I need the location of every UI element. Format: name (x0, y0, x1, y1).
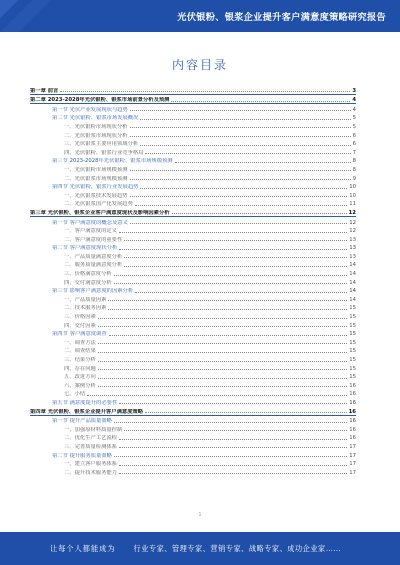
toc-leader-dots (135, 292, 347, 293)
toc-leader-dots (108, 300, 347, 301)
toc-entry-page: 16 (349, 418, 356, 425)
toc-entry[interactable] (30, 467, 356, 476)
toc-leader-dots (98, 386, 347, 387)
toc-entry[interactable] (30, 380, 356, 389)
toc-entry[interactable] (30, 251, 356, 260)
toc-leader-dots (98, 378, 347, 379)
toc-entry[interactable] (30, 234, 356, 243)
toc-entry-label: 五、改进方向 (64, 374, 96, 381)
toc-entry-label: 第四节 客户满意度调查 (52, 331, 107, 338)
toc-leader-dots (124, 430, 347, 431)
toc-leader-dots (98, 352, 347, 353)
toc-entry-label: 一、加强原材料质量控制 (64, 426, 123, 433)
toc-entry-page: 7 (352, 149, 356, 156)
toc-entry-label: 四、交付满意度分析 (64, 279, 112, 286)
toc-entry[interactable] (30, 130, 356, 139)
toc-entry[interactable] (30, 329, 356, 338)
toc-leader-dots (108, 309, 347, 310)
toc-entry-page: 16 (349, 399, 356, 406)
banner-decoration (0, 0, 60, 32)
toc-entry-page: 15 (349, 365, 356, 372)
toc-entry-page: 12 (349, 228, 356, 235)
toc-entry-label: 一、调查方法 (64, 339, 96, 346)
toc-entry-page: 15 (349, 357, 356, 363)
toc-entry-page: 17 (349, 443, 356, 450)
toc-leader-dots (124, 240, 347, 241)
toc-leader-dots (130, 223, 347, 224)
toc-leader-dots (114, 275, 348, 276)
toc-entry[interactable] (30, 243, 356, 252)
toc-entry-label: 七、小结 (64, 391, 86, 398)
toc-entry[interactable] (30, 311, 356, 320)
toc-leader-dots (119, 403, 347, 404)
toc-entry[interactable] (30, 363, 356, 372)
toc-entry-label: 四、交付因素 (64, 322, 96, 329)
toc-leader-dots (98, 318, 347, 319)
toc-entry-page: 15 (349, 348, 356, 355)
toc-entry[interactable] (30, 147, 356, 156)
toc-leader-dots (172, 213, 347, 214)
toc-entry[interactable] (30, 424, 356, 433)
toc-entry-page: 13 (349, 236, 356, 243)
toc-entry-label: 第二节 光伏银粉、银浆市场发展概况 (52, 115, 139, 122)
toc-entry-page: 3 (352, 87, 356, 94)
toc-leader-dots (98, 343, 347, 344)
toc-entry-label: 一、客户满意度的定义 (64, 228, 117, 235)
toc-entry-label: 一、产品质量满意度分析 (64, 253, 123, 260)
toc-entry-label: 一、光伏银粉市场规模预测 (64, 166, 128, 173)
toc-entry[interactable] (30, 85, 356, 95)
toc-leader-dots (140, 188, 347, 189)
toc-leader-dots (140, 119, 350, 120)
toc-entry-label: 二、光伏银浆市场规模预测 (64, 175, 128, 182)
toc-entry-label: 三、价格满意度分析 (64, 271, 112, 278)
toc-entry-page: 10 (349, 184, 356, 191)
toc-entry[interactable] (30, 337, 356, 346)
toc-entry-label: 一、产品质量因素 (64, 296, 107, 303)
toc-entry[interactable] (30, 397, 356, 406)
toc-entry[interactable] (30, 286, 356, 295)
toc-leader-dots (171, 101, 350, 102)
toc-entry-label: 第二章 2023-2028年光伏银粉、银浆市场前景分析及预测 (30, 97, 170, 104)
toc-entry-page: 15 (349, 339, 356, 346)
toc-entry-page: 4 (352, 106, 356, 113)
footer-brand: 让每个人都能成为 (50, 543, 116, 553)
toc-entry-page: 14 (349, 279, 356, 286)
toc-entry-page: 5 (352, 115, 356, 122)
toc-leader-dots (145, 412, 347, 413)
toc-entry[interactable] (30, 277, 356, 286)
toc-entry-page: 16 (349, 382, 356, 389)
toc-entry-label: 第二节 提升服务质量策略 (52, 452, 112, 459)
toc-entry-label: 四、存在问题 (64, 365, 96, 372)
toc-entry-page: 15 (349, 374, 356, 381)
page-number: 1 (198, 512, 202, 518)
toc-entry-label: 三、完善质量检测体系 (64, 443, 117, 450)
toc-leader-dots (98, 326, 347, 327)
toc-entry-page: 15 (349, 331, 356, 338)
toc-entry-page: 14 (349, 296, 356, 303)
toc-leader-dots (114, 456, 347, 457)
toc-entry[interactable] (30, 217, 356, 226)
toc-entry-page: 15 (349, 314, 356, 321)
toc-entry-page: 16 (349, 435, 356, 442)
toc-entry-page: 10 (349, 192, 356, 199)
toc-entry[interactable] (30, 433, 356, 442)
toc-entry-label: 一、光伏银粉市场现状分析 (64, 123, 128, 130)
toc-entry-page: 14 (349, 271, 356, 278)
toc-leader-dots (130, 127, 351, 128)
toc-entry-label: 第四章 光伏银粉、银浆企业提升客户满意度策略 (30, 408, 144, 415)
toc-entry-label: 二、优化生产工艺流程 (64, 435, 117, 442)
toc-leader-dots (114, 283, 348, 284)
toc-leader-dots (119, 473, 347, 474)
toc-leader-dots (130, 110, 351, 111)
toc-entry[interactable] (30, 121, 356, 130)
toc-entry-label: 三、结果分析 (64, 357, 96, 363)
toc-entry-label: 第四节 光伏银粉、银浆行业发展趋势 (52, 184, 139, 191)
toc-entry-page: 11 (349, 201, 356, 208)
toc-entry-label: 二、提升技术服务能力 (64, 469, 117, 476)
toc-entry-label: 第三章 光伏银粉、银浆企业客户满意度现状及影响因素分析 (30, 209, 170, 216)
toc-entry-page: 8 (352, 158, 356, 165)
toc-entry[interactable] (30, 260, 356, 269)
toc-leader-dots (175, 162, 351, 163)
toc-leader-dots (98, 369, 347, 370)
toc-entry[interactable] (30, 164, 356, 173)
toc-leader-dots (145, 153, 350, 154)
toc-entry-page: 16 (348, 408, 356, 415)
toc-entry-label: 第一章 前言 (30, 87, 59, 94)
toc-entry-label: 四、光伏银粉、银浆行业竞争格局 (64, 149, 144, 156)
toc-entry-page: 16 (349, 426, 356, 433)
report-title: 光伏银粉、银浆企业提升客户满意度策略研究报告 (177, 12, 386, 23)
toc-entry[interactable] (30, 182, 356, 191)
toc-entry-label: 第三节 2023-2028年光伏银粉、银浆市场规模预测 (52, 158, 173, 165)
toc-entry-page: 6 (352, 141, 356, 148)
toc-entry-page: 8 (352, 166, 356, 173)
toc-entry-page: 17 (349, 461, 356, 468)
toc-entry[interactable] (30, 113, 356, 122)
toc-entry[interactable] (30, 95, 356, 105)
toc-leader-dots (119, 439, 347, 440)
toc-entry-page: 15 (349, 322, 356, 329)
toc-entry-label: 第一节 提升产品质量策略 (52, 418, 112, 425)
toc-leader-dots (60, 91, 350, 92)
toc-entry-label: 二、技术服务因素 (64, 305, 107, 312)
toc-entry-label: 二、光伏银浆市场现状分析 (64, 132, 128, 139)
toc-entry[interactable] (30, 389, 356, 398)
toc-entry[interactable] (30, 354, 356, 363)
toc-entry-label: 第一节 光伏产业发展现状与趋势 (52, 106, 128, 113)
toc-entry-label: 二、服务质量满意度分析 (64, 262, 123, 269)
toc-leader-dots (98, 361, 347, 362)
toc-entry[interactable] (30, 416, 356, 425)
toc-entry[interactable] (30, 139, 356, 148)
toc-entry-label: 第三节 影响客户满意度的因素分析 (52, 288, 134, 295)
toc-leader-dots (87, 395, 347, 396)
table-of-contents (30, 85, 356, 476)
toc-entry-page: 16 (349, 391, 356, 398)
toc-entry-page: 13 (349, 245, 356, 252)
toc-leader-dots (130, 196, 348, 197)
toc-entry-page: 4 (352, 97, 356, 104)
toc-entry-label: 第二节 客户满意度现状分析 (52, 245, 118, 252)
toc-entry[interactable] (30, 406, 356, 416)
toc-title: 内容目录 (171, 58, 228, 72)
toc-leader-dots (109, 335, 348, 336)
toc-leader-dots (130, 179, 351, 180)
toc-entry[interactable] (30, 226, 356, 235)
toc-entry-label: 第一节 客户满意度的概念及意义 (52, 219, 128, 226)
toc-entry[interactable] (30, 104, 356, 113)
toc-leader-dots (135, 205, 347, 206)
top-banner (0, 0, 400, 32)
toc-entry[interactable] (30, 320, 356, 329)
toc-entry[interactable] (30, 173, 356, 182)
toc-entry[interactable] (30, 294, 356, 303)
toc-entry-page: 17 (349, 469, 356, 476)
toc-entry-page: 17 (349, 452, 356, 459)
toc-leader-dots (130, 170, 351, 171)
toc-entry-page: 15 (349, 305, 356, 312)
toc-entry-label: 一、建立客户服务体系 (64, 461, 117, 468)
toc-entry[interactable] (30, 346, 356, 355)
toc-leader-dots (124, 266, 347, 267)
toc-entry[interactable] (30, 441, 356, 450)
toc-entry-page: 5 (352, 123, 356, 130)
toc-entry-page: 14 (349, 262, 356, 269)
toc-entry-label: 三、价格因素 (64, 314, 96, 321)
toc-entry[interactable] (30, 372, 356, 381)
footer-roles: 行业专家、管理专家、营销专家、战略专家、成功企业家…… (133, 543, 342, 553)
toc-leader-dots (119, 447, 347, 448)
footer-banner (0, 532, 400, 565)
toc-entry[interactable] (30, 190, 356, 199)
toc-leader-dots (119, 465, 347, 466)
toc-entry-page: 9 (352, 175, 356, 182)
toc-entry-label: 六、案例分析 (64, 382, 96, 389)
toc-entry[interactable] (30, 450, 356, 459)
toc-entry[interactable] (30, 459, 356, 468)
toc-entry-label: 二、调查结果 (64, 348, 96, 355)
toc-entry-page: 12 (348, 209, 356, 216)
toc-entry[interactable] (30, 303, 356, 312)
toc-entry-label: 第五节 满意度提升的必要性 (52, 399, 118, 406)
toc-entry-label: 三、光伏银浆主要应用领域分析 (64, 141, 139, 148)
toc-entry-page: 14 (349, 288, 356, 295)
toc-leader-dots (119, 232, 347, 233)
toc-entry[interactable] (30, 199, 356, 208)
toc-entry[interactable] (30, 156, 356, 165)
toc-entry-page: 13 (349, 253, 356, 260)
toc-leader-dots (140, 145, 350, 146)
toc-entry-label: 二、光伏银浆国产化发展趋势 (64, 201, 133, 208)
toc-entry-label: 一、光伏银浆技术发展趋势 (64, 192, 128, 199)
toc-entry-page: 6 (352, 132, 356, 139)
toc-entry-page: 12 (349, 219, 356, 226)
toc-entry[interactable] (30, 207, 356, 217)
toc-leader-dots (130, 136, 351, 137)
toc-leader-dots (119, 249, 347, 250)
toc-entry[interactable] (30, 268, 356, 277)
toc-leader-dots (114, 422, 347, 423)
toc-entry-label: 二、客户满意度的重要性 (64, 236, 123, 243)
toc-leader-dots (124, 257, 347, 258)
